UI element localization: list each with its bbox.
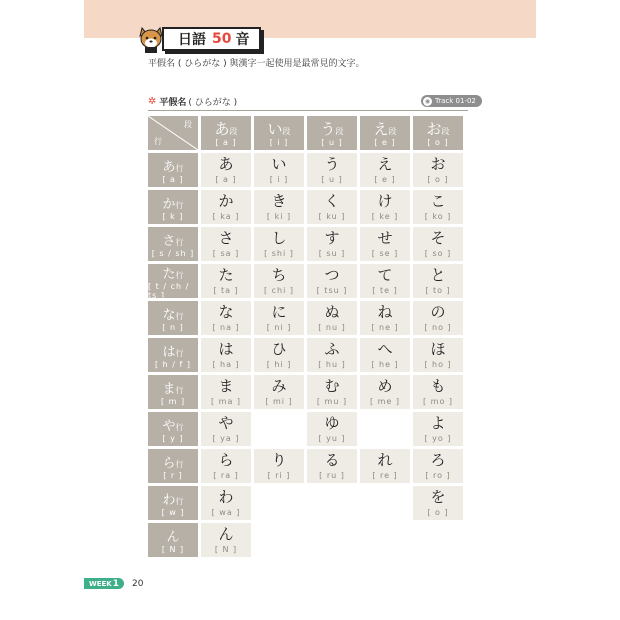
kana-char: お [430, 155, 446, 173]
row-romaji: [ t / ch / ts ] [148, 281, 190, 300]
kana-char: つ [324, 266, 340, 284]
empty-cell [254, 523, 304, 557]
kana-romaji: [ a ] [215, 175, 237, 184]
kana-cell [307, 227, 357, 261]
section-divider [148, 110, 468, 111]
row-suffix: 行 [175, 164, 184, 173]
empty-cell [307, 523, 357, 557]
kana-cell [307, 153, 357, 187]
row-kana: ら [162, 456, 176, 471]
kana-cell [201, 375, 251, 409]
row-kana: は [162, 345, 176, 360]
kana-romaji: [ e ] [374, 175, 396, 184]
title-text: 日語 [178, 32, 206, 48]
kana-romaji: [ mu ] [316, 397, 348, 406]
kana-char: ぬ [324, 303, 340, 321]
kana-cell [360, 375, 410, 409]
kana-char: そ [430, 229, 446, 247]
row-suffix: 行 [175, 270, 184, 280]
kana-char: た [218, 266, 234, 284]
row-romaji: [ y ] [162, 434, 184, 443]
row-kana: あ [162, 160, 176, 175]
kana-romaji: [ me ] [369, 397, 401, 406]
title-suffix: 音 [235, 32, 250, 48]
kana-romaji: [ ke ] [371, 212, 399, 221]
row-romaji: [ w ] [161, 508, 185, 517]
kana-cell [413, 449, 463, 483]
kana-cell [307, 449, 357, 483]
row-header [148, 227, 198, 261]
kana-char: わ [218, 488, 234, 506]
row-romaji: [ k ] [162, 212, 184, 221]
row-suffix: 行 [175, 423, 184, 432]
kana-cell [413, 227, 463, 261]
title-box [162, 27, 261, 51]
corner-gyo-label: 行 [154, 137, 162, 146]
kana-romaji: [ he ] [371, 360, 399, 369]
kana-romaji: [ ya ] [212, 434, 240, 443]
kana-char: ふ [324, 340, 340, 358]
kana-cell [201, 338, 251, 372]
kana-char: め [377, 377, 393, 395]
kana-cell [254, 449, 304, 483]
kana-char: き [271, 192, 287, 210]
kana-char: て [377, 266, 393, 284]
column-kana: お [426, 120, 442, 138]
kana-romaji: [ N ] [214, 545, 238, 554]
row-romaji: [ N ] [161, 545, 185, 554]
kana-romaji: [ ma ] [210, 397, 242, 406]
row-kana: さ [162, 234, 176, 249]
kana-romaji: [ ha ] [212, 360, 240, 369]
column-kana: い [267, 120, 283, 138]
kana-cell [413, 301, 463, 335]
kana-cell [201, 301, 251, 335]
kana-cell [201, 227, 251, 261]
kana-char: ひ [271, 340, 287, 358]
page-number: 20 [131, 578, 144, 589]
row-kana: ん [166, 530, 180, 545]
kana-cell [201, 264, 251, 298]
track-badge[interactable] [421, 95, 482, 107]
column-romaji: [ u ] [321, 138, 343, 147]
kana-cell [307, 190, 357, 224]
empty-cell [307, 486, 357, 520]
kana-romaji: [ ta ] [213, 286, 239, 295]
kana-cell [201, 523, 251, 557]
row-header [148, 301, 198, 335]
week-label: WEEK [89, 579, 112, 588]
kana-char: ね [377, 303, 393, 321]
row-suffix: 行 [175, 238, 184, 247]
kana-romaji: [ u ] [321, 175, 343, 184]
row-kana: な [162, 308, 176, 323]
kana-cell [201, 412, 251, 446]
kana-cell [413, 375, 463, 409]
kana-romaji: [ hi ] [266, 360, 292, 369]
kana-cell [307, 375, 357, 409]
kana-romaji: [ mo ] [422, 397, 453, 406]
kana-char: る [324, 451, 340, 469]
row-kana: や [162, 419, 176, 434]
corner-dan-label: 段 [184, 120, 192, 129]
row-kana: ま [162, 382, 176, 397]
kana-romaji: [ no ] [424, 323, 452, 332]
kana-cell [360, 190, 410, 224]
star-icon: ✲ [148, 96, 157, 107]
row-suffix: 行 [175, 349, 184, 358]
kana-romaji: [ wa ] [211, 508, 241, 517]
kana-romaji: [ su ] [318, 249, 346, 258]
kana-cell [413, 412, 463, 446]
kana-cell [201, 190, 251, 224]
kana-char: く [324, 192, 340, 210]
row-header [148, 190, 198, 224]
kana-char: み [271, 377, 287, 395]
kana-romaji: [ to ] [425, 286, 451, 295]
kana-cell [307, 264, 357, 298]
kana-romaji: [ ro ] [425, 471, 451, 480]
kana-char: う [324, 155, 340, 173]
kana-cell [254, 153, 304, 187]
row-suffix: 行 [175, 386, 184, 395]
kana-char: ち [271, 266, 287, 284]
kana-romaji: [ so ] [424, 249, 452, 258]
kana-cell [413, 153, 463, 187]
kana-char: せ [377, 229, 393, 247]
kana-romaji: [ nu ] [318, 323, 346, 332]
kana-cell [254, 264, 304, 298]
kana-romaji: [ ru ] [319, 471, 345, 480]
column-suffix: 段 [282, 127, 291, 136]
kana-cell [254, 227, 304, 261]
column-header [201, 116, 251, 150]
chapter-title [136, 28, 261, 50]
column-kana: え [373, 120, 389, 138]
kana-char: ほ [430, 340, 446, 358]
kana-romaji: [ ne ] [371, 323, 399, 332]
row-kana: か [162, 197, 176, 212]
column-kana: あ [214, 120, 230, 138]
kana-char: れ [377, 451, 393, 469]
row-romaji: [ a ] [162, 175, 184, 184]
kana-char: も [430, 377, 446, 395]
kana-char: ろ [430, 451, 446, 469]
kana-cell [360, 264, 410, 298]
kana-romaji: [ shi ] [264, 249, 294, 258]
kana-cell [360, 338, 410, 372]
kana-romaji: [ ka ] [212, 212, 240, 221]
column-romaji: [ a ] [215, 138, 237, 147]
kana-char: を [430, 488, 446, 506]
empty-cell [360, 486, 410, 520]
kana-romaji: [ tsu ] [316, 286, 348, 295]
kana-cell [307, 338, 357, 372]
kana-char: か [218, 192, 234, 210]
kana-cell [201, 486, 251, 520]
kana-romaji: [ se ] [371, 249, 399, 258]
kana-char: え [377, 155, 393, 173]
kana-cell [254, 190, 304, 224]
kana-cell [360, 301, 410, 335]
kana-romaji: [ sa ] [212, 249, 240, 258]
kana-cell [254, 301, 304, 335]
kana-char: こ [430, 192, 446, 210]
row-suffix: 行 [175, 201, 184, 210]
kana-char: ん [218, 525, 234, 543]
kana-cell [201, 449, 251, 483]
empty-cell [360, 523, 410, 557]
kana-char: す [324, 229, 340, 247]
kana-char: ら [218, 451, 234, 469]
section-heading [148, 95, 237, 108]
row-header [148, 338, 198, 372]
empty-cell [254, 412, 304, 446]
kana-cell [360, 449, 410, 483]
table-corner [148, 116, 198, 150]
kana-char: さ [218, 229, 234, 247]
kana-char: ゆ [324, 414, 340, 432]
kana-cell [360, 227, 410, 261]
kana-romaji: [ yu ] [318, 434, 346, 443]
section-label: 平假名 [159, 98, 187, 108]
kana-romaji: [ ko ] [424, 212, 452, 221]
kana-char: あ [218, 155, 234, 173]
kana-romaji: [ ku ] [318, 212, 346, 221]
kana-cell [413, 338, 463, 372]
empty-cell [413, 523, 463, 557]
row-header [148, 153, 198, 187]
track-label: Track 01-02 [435, 97, 476, 105]
kana-char: い [271, 155, 287, 173]
kana-char: へ [377, 340, 393, 358]
kana-romaji: [ na ] [212, 323, 240, 332]
column-romaji: [ i ] [269, 138, 289, 147]
column-kana: う [320, 120, 336, 138]
kana-char: り [271, 451, 287, 469]
kana-char: に [271, 303, 287, 321]
kana-char: し [271, 229, 287, 247]
column-romaji: [ o ] [427, 138, 449, 147]
kana-romaji: [ ni ] [266, 323, 292, 332]
column-header [360, 116, 410, 150]
kana-cell [413, 190, 463, 224]
kana-romaji: [ chi ] [263, 286, 295, 295]
kana-romaji: [ hu ] [318, 360, 346, 369]
kana-char: む [324, 377, 340, 395]
empty-cell [254, 486, 304, 520]
kana-char: け [377, 192, 393, 210]
kana-cell [307, 301, 357, 335]
row-suffix: 行 [175, 312, 184, 321]
row-suffix: 行 [175, 460, 184, 469]
column-header [307, 116, 357, 150]
kana-cell [201, 153, 251, 187]
week-badge [84, 578, 124, 589]
kana-char: な [218, 303, 234, 321]
row-romaji: [ h / f ] [155, 360, 191, 369]
row-romaji: [ n ] [162, 323, 184, 332]
row-romaji: [ r ] [163, 471, 183, 480]
kana-romaji: [ ki ] [266, 212, 292, 221]
row-header [148, 264, 198, 298]
kana-cell [307, 412, 357, 446]
kana-romaji: [ te ] [372, 286, 398, 295]
title-number: 50 [212, 31, 232, 47]
row-header [148, 449, 198, 483]
column-suffix: 段 [388, 127, 397, 136]
shiba-dog-mascot-icon [136, 24, 166, 54]
row-header [148, 375, 198, 409]
kana-char: と [430, 266, 446, 284]
kana-cell [254, 375, 304, 409]
kana-char: の [430, 303, 446, 321]
kana-cell [254, 338, 304, 372]
row-suffix: 行 [175, 497, 184, 506]
kana-romaji: [ ri ] [267, 471, 291, 480]
row-kana: た [162, 266, 176, 282]
kana-romaji: [ o ] [427, 175, 449, 184]
column-header [254, 116, 304, 150]
kana-romaji: [ yo ] [424, 434, 452, 443]
kana-char: よ [430, 414, 446, 432]
empty-cell [360, 412, 410, 446]
kana-cell [413, 486, 463, 520]
section-sublabel: ( ひらがな ) [188, 98, 238, 108]
kana-romaji: [ ra ] [213, 471, 239, 480]
row-header [148, 486, 198, 520]
column-suffix: 段 [229, 127, 238, 136]
row-romaji: [ s / sh ] [151, 249, 195, 258]
column-header [413, 116, 463, 150]
week-number: 1 [112, 578, 119, 589]
kana-romaji: [ ho ] [424, 360, 452, 369]
kana-romaji: [ o ] [427, 508, 449, 517]
kana-cell [360, 153, 410, 187]
kana-romaji: [ i ] [269, 175, 289, 184]
cd-icon: ◉ [424, 97, 431, 105]
intro-text: 平假名 ( ひらがな ) 與漢字一起使用是最常見的文字。 [148, 59, 365, 69]
kana-cell [413, 264, 463, 298]
row-kana: わ [162, 493, 176, 508]
kana-char: は [218, 340, 234, 358]
kana-char: や [218, 414, 234, 432]
kana-romaji: [ re ] [372, 471, 398, 480]
row-header [148, 412, 198, 446]
kana-romaji: [ mi ] [265, 397, 293, 406]
page-footer [84, 578, 143, 589]
row-romaji: [ m ] [160, 397, 186, 406]
kana-char: ま [218, 377, 234, 395]
hiragana-table [148, 116, 463, 557]
column-suffix: 段 [335, 127, 344, 136]
row-header [148, 523, 198, 557]
column-romaji: [ e ] [374, 138, 396, 147]
column-suffix: 段 [441, 127, 450, 136]
